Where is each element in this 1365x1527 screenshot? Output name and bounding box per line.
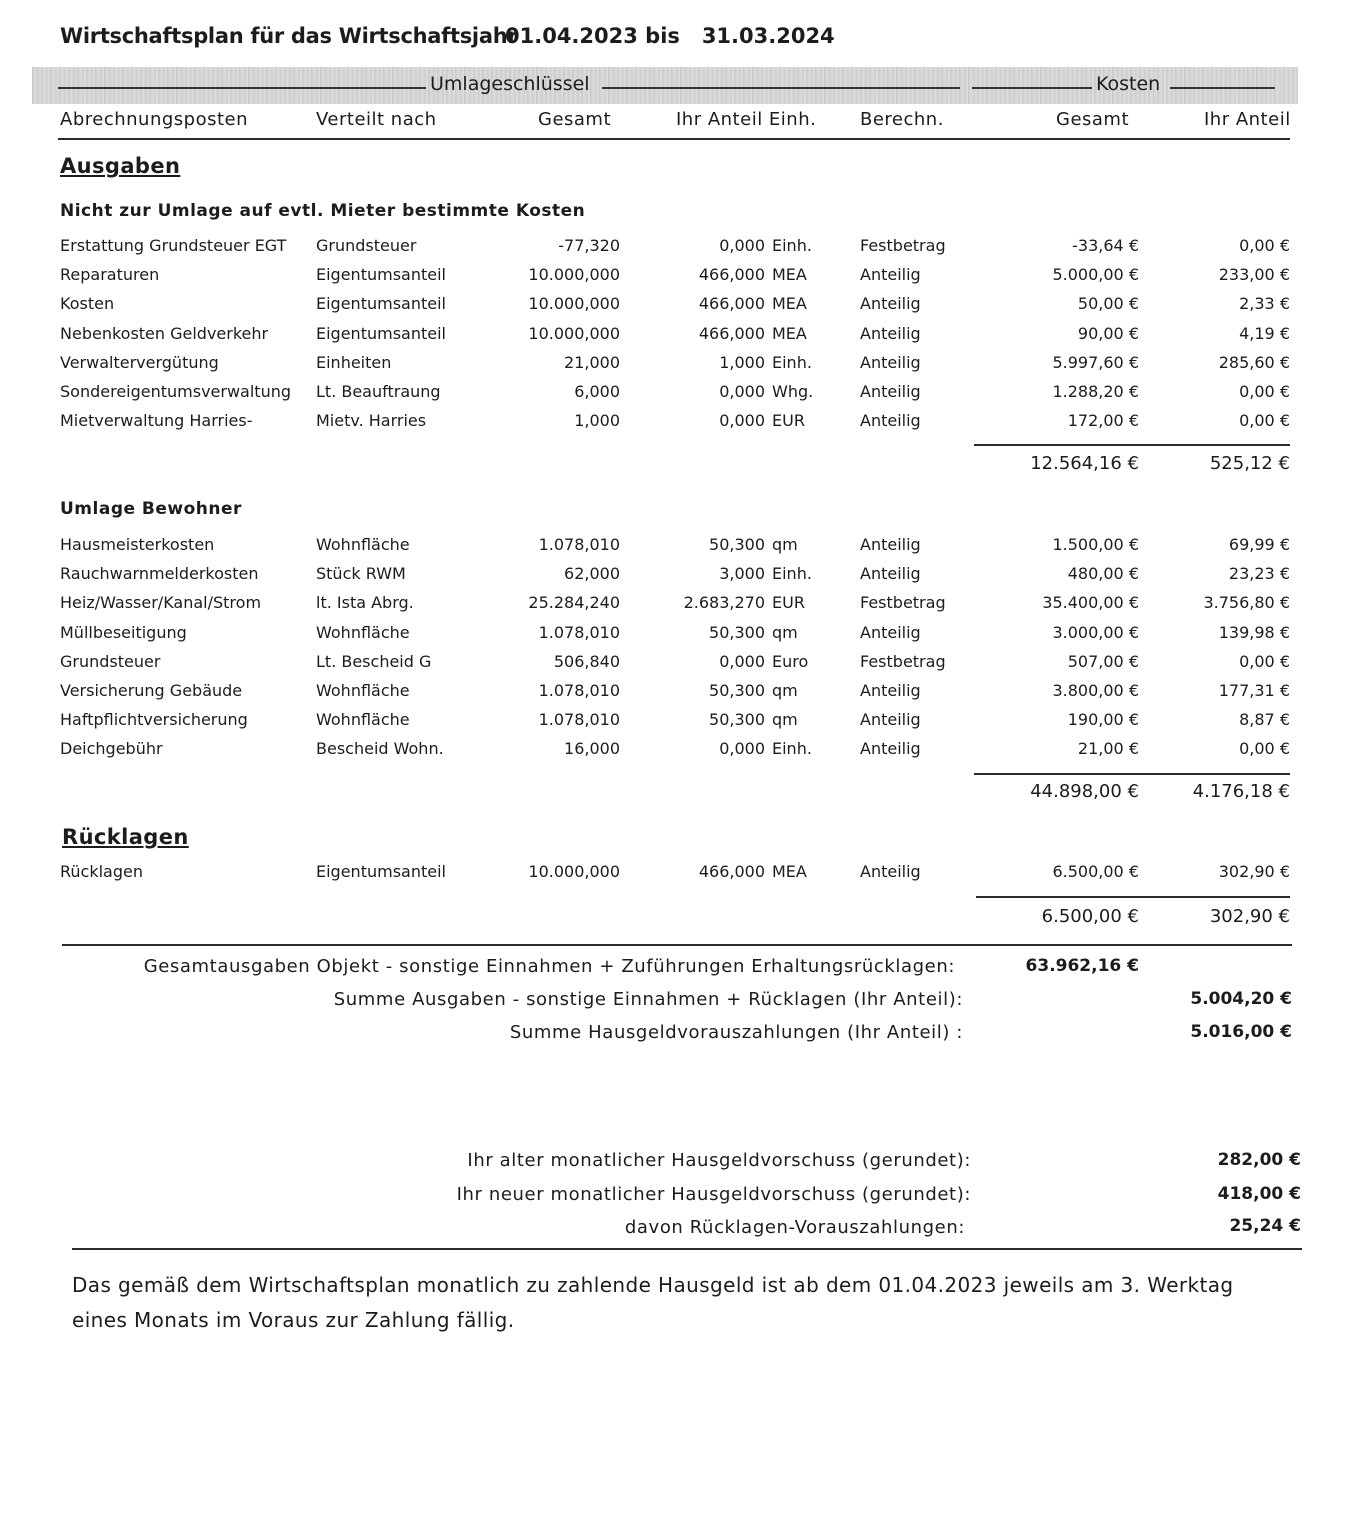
berechnung: Anteilig <box>860 265 921 285</box>
table-row <box>0 353 1365 379</box>
kosten-gesamt: 6.500,00 € <box>1052 862 1139 881</box>
einheit: MEA <box>772 265 807 285</box>
ruecklagen-sum-total: 6.500,00 € <box>1041 906 1139 927</box>
col-abrechnungsposten: Abrechnungsposten <box>60 109 249 130</box>
col-gesamt: Gesamt <box>538 109 612 130</box>
table-row <box>0 623 1365 649</box>
kosten-ihr-anteil: 233,00 € <box>1218 265 1290 285</box>
neuer-vorschuss-value: 418,00 € <box>1217 1184 1301 1204</box>
verteilt-nach: lt. Ista Abrg. <box>316 593 414 613</box>
section-ausgaben: Ausgaben <box>60 154 181 178</box>
posten-name: Rauchwarnmelderkosten <box>60 564 259 584</box>
einheit: qm <box>772 535 798 554</box>
posten-name: Erstattung Grundsteuer EGT <box>60 236 287 255</box>
kosten-gesamt: 480,00 € <box>1067 564 1139 584</box>
kosten-gesamt: 21,00 € <box>1077 739 1139 759</box>
umlage-ihr-anteil: 50,300 <box>709 710 765 730</box>
posten-name: Mietverwaltung Harries- <box>60 411 253 431</box>
period-range: 01.04.2023 bis 31.03.2024 <box>505 24 835 48</box>
verteilt-nach: Wohnfläche <box>316 535 410 554</box>
posten-name: Kosten <box>60 294 115 314</box>
umlage-ihr-anteil: 466,000 <box>698 323 765 343</box>
posten-name: Reparaturen <box>60 265 160 285</box>
posten-name: Nebenkosten Geldverkehr <box>60 323 269 343</box>
kosten-ihr-anteil: 0,00 € <box>1239 651 1290 671</box>
gesamtausgaben-label: Gesamtausgaben Objekt - sonstige Einnahmen + Zuführungen Erhaltungsrücklagen: <box>143 956 955 977</box>
ruecklagen-vorauszahlung-value: 25,24 € <box>1229 1216 1301 1236</box>
einheit: Whg. <box>772 382 814 401</box>
verteilt-nach: Eigentumsanteil <box>316 265 446 285</box>
einheit: MEA <box>772 323 807 343</box>
alter-vorschuss-value: 282,00 € <box>1217 1150 1301 1170</box>
kosten-gesamt: 3.000,00 € <box>1052 622 1139 642</box>
berechnung: Festbetrag <box>860 593 946 613</box>
berechnung: Anteilig <box>860 739 921 759</box>
verteilt-nach: Mietv. Harries <box>316 411 427 431</box>
verteilt-nach: Stück RWM <box>316 564 406 584</box>
kosten-gesamt: 507,00 € <box>1067 651 1139 671</box>
einheit: Einh. <box>772 352 812 372</box>
posten-name: Heiz/Wasser/Kanal/Strom <box>60 593 262 613</box>
berechnung: Anteilig <box>860 622 921 642</box>
verteilt-nach: Wohnfläche <box>316 681 410 700</box>
table-row <box>0 411 1365 437</box>
kosten-gesamt: 90,00 € <box>1077 323 1139 343</box>
kosten-ihr-anteil: 302,90 € <box>1218 862 1290 881</box>
umlage-gesamt: 16,000 <box>564 739 620 759</box>
umlage-ihr-anteil: 0,000 <box>719 739 765 759</box>
berechnung: Anteilig <box>860 710 921 730</box>
einheit: qm <box>772 622 798 642</box>
berechnung: Anteilig <box>860 535 921 554</box>
berechnung: Anteilig <box>860 294 921 314</box>
table-row <box>0 294 1365 320</box>
payment-note: Das gemäß dem Wirtschaftsplan monatlich zu zahlende Hausgeld ist ab dem 01.04.2023 jeweils am 3. Werktag eines Monats im Voraus zur Zahlung fällig. <box>72 1273 1234 1332</box>
kosten-ihr-anteil: 0,00 € <box>1239 739 1290 759</box>
table-row <box>0 324 1365 350</box>
umlage-gesamt: -77,320 <box>558 236 620 255</box>
table-row <box>0 382 1365 408</box>
umlage-ihr-anteil: 466,000 <box>698 265 765 285</box>
einheit: MEA <box>772 294 807 314</box>
kosten-ihr-anteil: 0,00 € <box>1239 236 1290 255</box>
posten-name: Hausmeisterkosten <box>60 535 215 554</box>
einheit: qm <box>772 710 798 730</box>
umlage-ihr-anteil: 50,300 <box>709 622 765 642</box>
header-rule <box>58 138 1290 140</box>
umlage-ihr-anteil: 50,300 <box>709 535 765 554</box>
group2-sum-total: 44.898,00 € <box>1030 781 1139 802</box>
footer-rule <box>72 1248 1302 1250</box>
subsection-nicht-umlage: Nicht zur Umlage auf evtl. Mieter bestimmte Kosten <box>60 201 586 221</box>
table-row <box>0 739 1365 765</box>
kosten-ihr-anteil: 4,19 € <box>1239 323 1290 343</box>
col-verteilt-nach: Verteilt nach <box>316 109 437 130</box>
berechnung: Festbetrag <box>860 651 946 671</box>
summe-vorauszahlungen-label: Summe Hausgeldvorauszahlungen (Ihr Anteil) : <box>509 1022 963 1043</box>
einheit: Einh. <box>772 564 812 584</box>
berechnung: Festbetrag <box>860 236 946 255</box>
document-title: Wirtschaftsplan für das Wirtschaftsjahr <box>60 24 518 48</box>
table-row <box>0 236 1365 262</box>
posten-name: Haftpflichtversicherung <box>60 710 248 730</box>
kosten-ihr-anteil: 0,00 € <box>1239 411 1290 431</box>
kosten-gesamt: 35.400,00 € <box>1042 593 1139 613</box>
kosten-ihr-anteil: 8,87 € <box>1239 710 1290 730</box>
umlage-ihr-anteil: 50,300 <box>709 681 765 700</box>
umlage-ihr-anteil: 0,000 <box>719 236 765 255</box>
kosten-gesamt: 1.500,00 € <box>1052 535 1139 554</box>
verteilt-nach: Lt. Bescheid G <box>316 651 432 671</box>
table-row <box>0 862 1365 888</box>
umlage-ihr-anteil: 3,000 <box>719 564 765 584</box>
verteilt-nach: Lt. Beauftraung <box>316 382 441 401</box>
verteilt-nach: Eigentumsanteil <box>316 862 446 881</box>
posten-name: Versicherung Gebäude <box>60 681 243 700</box>
posten-name: Sondereigentumsverwaltung <box>60 382 292 401</box>
einheit: MEA <box>772 862 807 881</box>
posten-name: Rücklagen <box>60 862 143 881</box>
berechnung: Anteilig <box>860 382 921 401</box>
einheit: Euro <box>772 651 809 671</box>
kosten-ihr-anteil: 285,60 € <box>1218 352 1290 372</box>
umlage-ihr-anteil: 2.683,270 <box>683 593 765 613</box>
col-berechn: Berechn. <box>860 109 944 130</box>
table-row <box>0 535 1365 561</box>
umlage-gesamt: 6,000 <box>574 382 620 401</box>
kosten-gesamt: -33,64 € <box>1072 236 1139 255</box>
table-row <box>0 265 1365 291</box>
col-kosten-gesamt: Gesamt <box>1056 109 1130 130</box>
umlage-gesamt: 1.078,010 <box>538 681 620 700</box>
berechnung: Anteilig <box>860 681 921 700</box>
kosten-gesamt: 1.288,20 € <box>1052 382 1139 401</box>
berechnung: Anteilig <box>860 352 921 372</box>
totals-rule <box>62 944 1292 946</box>
kosten-ihr-anteil: 3.756,80 € <box>1203 593 1290 613</box>
posten-name: Müllbeseitigung <box>60 622 187 642</box>
verteilt-nach: Bescheid Wohn. <box>316 739 444 759</box>
group1-sum-total: 12.564,16 € <box>1030 453 1139 474</box>
col-ihr-anteil-einh: Ihr Anteil Einh. <box>676 109 817 130</box>
kosten-gesamt: 172,00 € <box>1067 411 1139 431</box>
table-row <box>0 652 1365 678</box>
neuer-vorschuss-label: Ihr neuer monatlicher Hausgeldvorschuss (gerundet): <box>456 1184 971 1205</box>
ruecklagen-vorauszahlung-label: davon Rücklagen-Vorauszahlungen: <box>624 1217 965 1238</box>
kosten-group-label: Kosten <box>1096 73 1161 95</box>
verteilt-nach: Wohnfläche <box>316 622 410 642</box>
umlage-gesamt: 10.000,000 <box>528 294 620 314</box>
table-row <box>0 710 1365 736</box>
umlage-ihr-anteil: 0,000 <box>719 382 765 401</box>
umlage-gesamt: 10.000,000 <box>528 265 620 285</box>
kosten-ihr-anteil: 0,00 € <box>1239 382 1290 401</box>
summe-vorauszahlungen-value: 5.016,00 € <box>1190 1022 1292 1042</box>
table-row <box>0 681 1365 707</box>
umlage-ihr-anteil: 0,000 <box>719 651 765 671</box>
subtotal-rule <box>974 773 1290 775</box>
kosten-gesamt: 190,00 € <box>1067 710 1139 730</box>
umlage-gesamt: 62,000 <box>564 564 620 584</box>
umlage-gesamt: 10.000,000 <box>528 862 620 881</box>
einheit: EUR <box>772 593 805 613</box>
umlage-gesamt: 1.078,010 <box>538 535 620 554</box>
kosten-ihr-anteil: 69,99 € <box>1228 535 1290 554</box>
band-divider <box>1170 87 1275 89</box>
group2-sum-share: 4.176,18 € <box>1192 781 1290 802</box>
umlage-gesamt: 1.078,010 <box>538 710 620 730</box>
kosten-gesamt: 5.997,60 € <box>1052 352 1139 372</box>
band-divider <box>58 87 426 89</box>
group1-sum-share: 525,12 € <box>1209 453 1290 474</box>
berechnung: Anteilig <box>860 323 921 343</box>
kosten-ihr-anteil: 23,23 € <box>1228 564 1290 584</box>
posten-name: Deichgebühr <box>60 739 163 759</box>
umlage-ihr-anteil: 466,000 <box>698 294 765 314</box>
subsection-umlage-bewohner: Umlage Bewohner <box>60 499 242 519</box>
verteilt-nach: Wohnfläche <box>316 710 410 730</box>
umlage-gesamt: 506,840 <box>553 651 620 671</box>
verteilt-nach: Eigentumsanteil <box>316 323 446 343</box>
table-row <box>0 564 1365 590</box>
verteilt-nach: Grundsteuer <box>316 236 417 255</box>
summe-ausgaben-value: 5.004,20 € <box>1190 989 1292 1009</box>
alter-vorschuss-label: Ihr alter monatlicher Hausgeldvorschuss (gerundet): <box>467 1150 971 1171</box>
verteilt-nach: Eigentumsanteil <box>316 294 446 314</box>
band-divider <box>972 87 1092 89</box>
umlage-ihr-anteil: 1,000 <box>719 352 765 372</box>
kosten-ihr-anteil: 2,33 € <box>1239 294 1290 314</box>
gesamtausgaben-value: 63.962,16 € <box>1025 956 1139 976</box>
posten-name: Grundsteuer <box>60 651 161 671</box>
col-kosten-ihr-anteil: Ihr Anteil <box>1204 109 1291 130</box>
umlage-gesamt: 1.078,010 <box>538 622 620 642</box>
umlage-group-label: Umlageschlüssel <box>430 73 590 95</box>
subtotal-rule <box>974 444 1290 446</box>
kosten-gesamt: 5.000,00 € <box>1052 265 1139 285</box>
einheit: Einh. <box>772 236 812 255</box>
subtotal-rule <box>976 896 1290 898</box>
einheit: EUR <box>772 411 805 431</box>
verteilt-nach: Einheiten <box>316 352 392 372</box>
ruecklagen-sum-share: 302,90 € <box>1209 906 1290 927</box>
einheit: qm <box>772 681 798 700</box>
berechnung: Anteilig <box>860 564 921 584</box>
band-divider <box>602 87 960 89</box>
section-ruecklagen: Rücklagen <box>62 825 189 849</box>
kosten-gesamt: 3.800,00 € <box>1052 681 1139 700</box>
umlage-ihr-anteil: 466,000 <box>698 862 765 881</box>
table-row <box>0 593 1365 619</box>
umlage-gesamt: 21,000 <box>564 352 620 372</box>
kosten-gesamt: 50,00 € <box>1077 294 1139 314</box>
summe-ausgaben-label: Summe Ausgaben - sonstige Einnahmen + Rücklagen (Ihr Anteil): <box>333 989 963 1010</box>
umlage-gesamt: 10.000,000 <box>528 323 620 343</box>
umlage-gesamt: 25.284,240 <box>528 593 620 613</box>
einheit: Einh. <box>772 739 812 759</box>
posten-name: Verwaltervergütung <box>60 352 219 372</box>
berechnung: Anteilig <box>860 862 921 881</box>
kosten-ihr-anteil: 139,98 € <box>1218 622 1290 642</box>
berechnung: Anteilig <box>860 411 921 431</box>
umlage-ihr-anteil: 0,000 <box>719 411 765 431</box>
umlage-gesamt: 1,000 <box>574 411 620 431</box>
kosten-ihr-anteil: 177,31 € <box>1218 681 1290 700</box>
